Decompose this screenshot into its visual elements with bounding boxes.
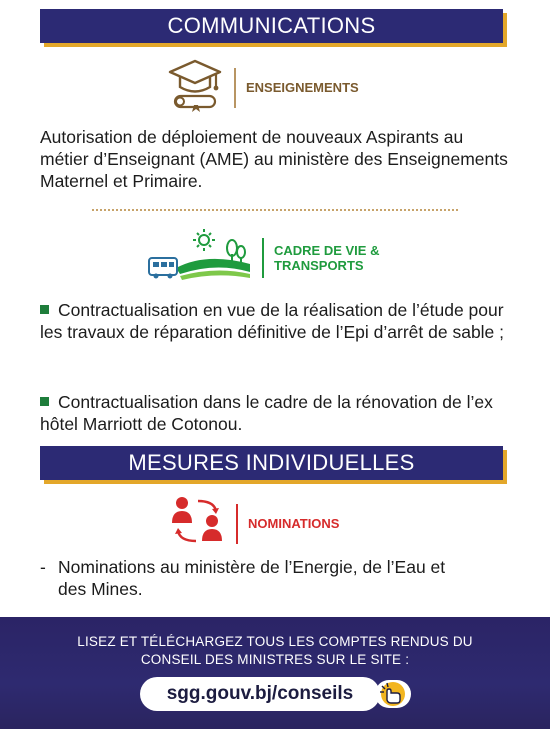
nominations-text: Nominations au ministère de l’Energie, de l’Eau et des Mines. — [58, 557, 446, 599]
section-divider — [234, 68, 236, 108]
dotted-separator — [92, 209, 458, 211]
communications-banner: COMMUNICATIONS — [40, 9, 503, 43]
people-exchange-icon — [170, 495, 226, 552]
cadre-header — [146, 228, 379, 287]
mesures-banner: MESURES INDIVIDUELLES — [40, 446, 503, 480]
footer-line1: LISEZ ET TÉLÉCHARGEZ TOUS LES COMPTES RENDUS DU — [77, 634, 473, 649]
footer-message — [0, 633, 550, 669]
bullet-square-icon — [40, 305, 49, 314]
nominations-title: NOMINATIONS — [248, 516, 340, 531]
nominations-header — [170, 495, 339, 552]
cadre-item-text: Contractualisation dans le cadre de la rénovation de l’ex hôtel Marriott de Cotonou. — [40, 392, 493, 434]
landscape-bus-icon — [146, 228, 252, 287]
graduation-cap-diploma-icon — [166, 56, 224, 119]
cadre-title — [274, 243, 379, 273]
section-divider — [236, 504, 238, 544]
section-divider — [262, 238, 264, 278]
enseignements-text: Autorisation de déploiement de nouveaux Aspirants au métier d’Enseignant (AME) au ministère des Enseignements Maternel et Primaire. — [40, 127, 508, 191]
enseignements-title: ENSEIGNEMENTS — [246, 80, 359, 95]
footer-line2: CONSEIL DES MINISTRES SUR LE SITE : — [140, 652, 410, 667]
cadre-title-line1: CADRE DE VIE & — [274, 242, 380, 258]
cadre-item — [40, 299, 510, 343]
cadre-title-line2: TRANSPORTS — [274, 257, 364, 273]
dash-marker: - — [40, 557, 46, 577]
pointing-hand-click-icon[interactable] — [375, 680, 411, 708]
enseignements-header — [166, 56, 359, 119]
cadre-item — [40, 391, 510, 435]
cadre-item-text: Contractualisation en vue de la réalisation de l’étude pour les travaux de réparation définitive de l’Epi d’arrêt de sable ; — [40, 300, 505, 342]
site-link[interactable]: sgg.gouv.bj/conseils — [140, 677, 380, 711]
bullet-square-icon — [40, 397, 49, 406]
